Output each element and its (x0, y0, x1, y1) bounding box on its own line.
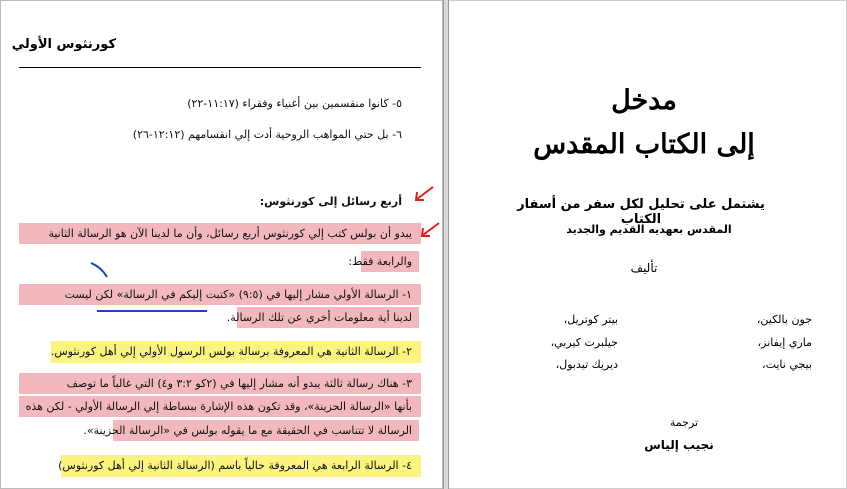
translation-label: ترجمة (669, 416, 699, 429)
author-name: ماري إيفانز، (757, 336, 812, 349)
pen-annotation-icon (89, 259, 209, 319)
author-name: ديريك تيدبول، (555, 358, 618, 371)
right-page (449, 0, 847, 489)
authorship-label: تأليف (630, 261, 658, 275)
section-heading: أربع رسائل إلى كورنثوس: (259, 195, 402, 208)
author-name: بيجي نايت، (762, 358, 812, 371)
list-item: ٤- الرسالة الرابعة هي المعروفة حالياً باسم (الرسالة الثانية إلي أهل كورنثوس) (58, 459, 412, 472)
translator-name: نجيب إلياس (644, 438, 714, 452)
header-rule (19, 67, 421, 68)
list-item: ٦- بل حتي المواهب الروحية أدت إلي انقسامهم (١٢:١٢-٢٦) (132, 128, 402, 141)
paragraph-line: والرابعة فقط: (348, 255, 412, 268)
author-name: جون بالكين، (756, 313, 812, 326)
paragraph-line: يبدو أن بولس كتب إلي كورنثوس أربع رسائل، وأن ما لدينا الآن هو الرسالة الثانية (48, 227, 412, 240)
list-item: ٢- الرسالة الثانية هي المعروفة برسالة بولس الرسول الأولي إلي أهل كورنثوس. (50, 345, 412, 358)
book-title: مدخل (611, 85, 677, 116)
book-title: إلى الكتاب المقدس (533, 129, 755, 160)
list-item: ٥- كانوا منقسمين بين أغنياء وفقراء (١١:١٧-٢٢) (187, 97, 402, 110)
author-name: بيتر كوتريل، (563, 313, 618, 326)
book-subtitle: يشتمل على تحليل لكل سفر من أسفار الكتاب (517, 197, 765, 227)
book-subtitle: المقدس بعهديه القديم والجديد (566, 223, 732, 236)
list-item: ٣- هناك رسالة ثالثة يبدو أنه مشار إليها في (٢كو ٣:٢ و٤) التي غالباً ما توصف (66, 377, 412, 390)
running-head: كورنثوس الأولي (11, 37, 116, 52)
list-item: بأنها «الرسالة الحزينة»، وقد تكون هذه الإشارة ببساطة إلي الرسالة الأولي - لكن هذه (25, 400, 412, 413)
list-item: الرسالة لا تتناسب في الحقيقة مع ما يقوله بولس في «الرسالة الحزينة». (83, 424, 412, 437)
annotation-arrow-icon (413, 185, 435, 203)
list-item: لدينا أية معلومات أخري عن تلك الرسالة. (226, 311, 412, 324)
author-name: جيلبرت كيربي، (550, 336, 618, 349)
annotation-arrow-icon (419, 221, 441, 239)
list-item: ١- الرسالة الأولي مشار إليها في (٩:٥) «كتبت إليكم في الرسالة» لكن ليست (64, 288, 412, 301)
